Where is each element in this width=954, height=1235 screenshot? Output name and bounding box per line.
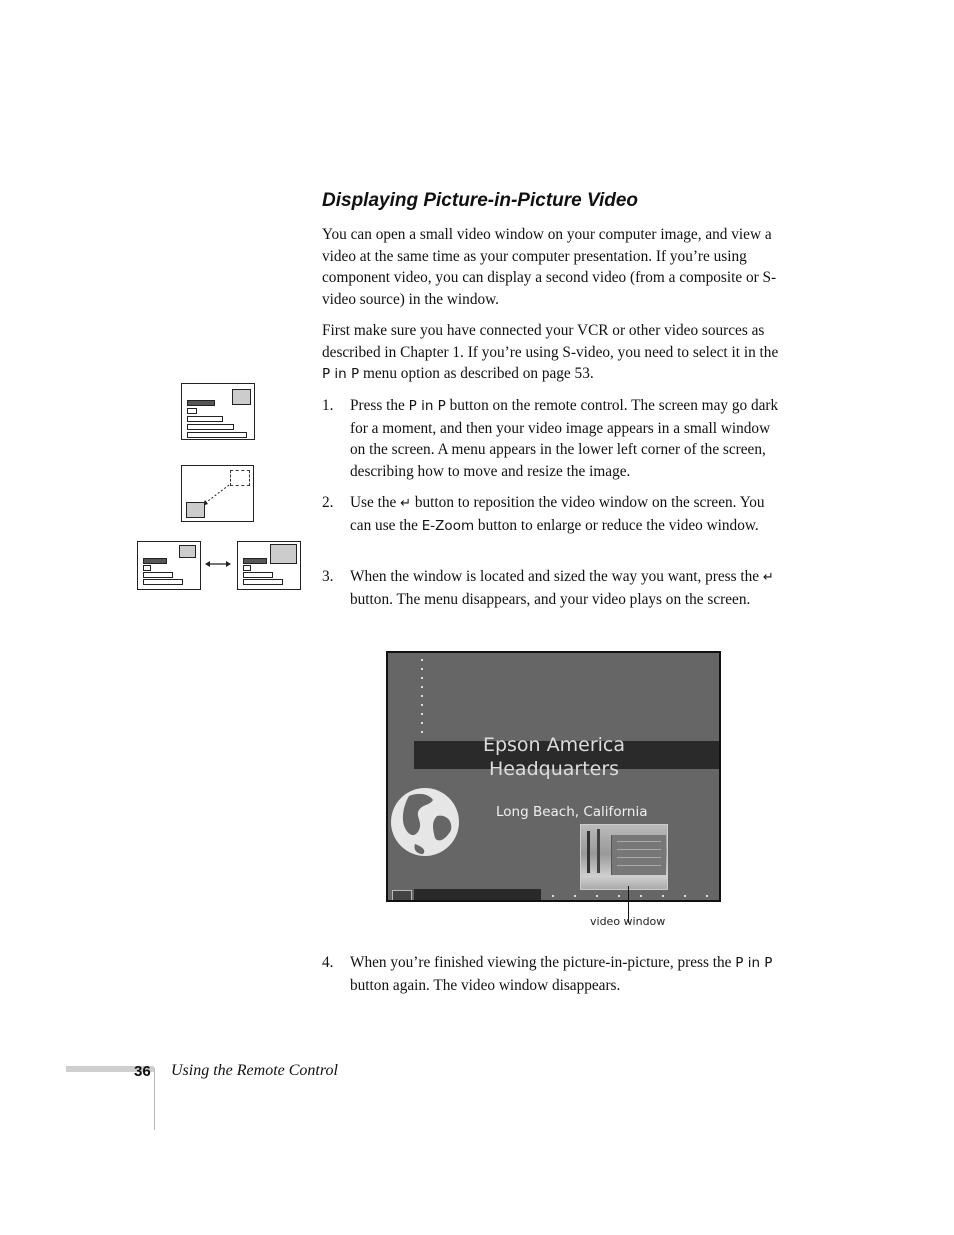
pip-window-icon: [232, 389, 251, 405]
slide-title-line2: Headquarters: [488, 758, 620, 780]
bar-graphic: [243, 579, 283, 585]
step-text: When the window is located and sized the way you want, press the: [350, 568, 763, 585]
presentation-screenshot: [386, 651, 721, 902]
step-4: [322, 952, 788, 996]
pip-window-icon: [179, 545, 196, 558]
setup-paragraph: [322, 320, 788, 386]
bar-graphic: [187, 408, 197, 414]
enter-icon: ↵: [400, 496, 412, 511]
enter-icon: ↵: [762, 570, 774, 585]
small-window-illustration: [137, 541, 201, 590]
bar-graphic: [187, 416, 223, 422]
step-number: 1.: [322, 397, 334, 414]
bar-graphic: [243, 565, 251, 571]
step-text-end: button on the remote control. The screen may go dark for a moment, and then your video image appears in a small window on the screen. A menu appears in the lower left corner of the screen, describing how to move and resize the image.: [350, 397, 779, 481]
footer-section-title: Using the Remote Control: [171, 1062, 338, 1079]
step-number: 2.: [322, 494, 334, 511]
bar-graphic: [143, 572, 173, 578]
bar-graphic: [143, 565, 151, 571]
para2-text: First make sure you have connected your VCR or other video sources as described in Chapter 1. If you’re using S-video, you need to select it in the: [322, 322, 779, 361]
step-3: [322, 566, 788, 610]
pinp-button-label: P in P: [735, 955, 773, 971]
bar-graphic: [187, 400, 215, 406]
bar-graphic: [187, 432, 247, 438]
bar-graphic: [243, 572, 273, 578]
building-floors: [617, 841, 661, 842]
para2-text-end: menu option as described on page 53.: [359, 365, 594, 383]
step-text: Press the: [350, 397, 409, 414]
bar-graphic: [143, 579, 183, 585]
large-window-illustration: [237, 541, 301, 590]
step-text-end: button. The menu disappears, and your video plays on the screen.: [350, 590, 751, 608]
dotted-decoration: [548, 893, 718, 899]
dotted-decoration: [419, 657, 425, 741]
step-2: [322, 492, 788, 537]
menu-bar: [414, 889, 541, 901]
resize-arrow-icon: [205, 559, 231, 569]
globe-icon: [389, 786, 461, 858]
step-text-end: button to enlarge or reduce the video window.: [474, 516, 759, 534]
step-1: [322, 395, 788, 483]
video-window: [580, 824, 668, 890]
move-window-illustration: [181, 465, 254, 522]
footer-vertical-rule: [154, 1068, 155, 1130]
slide-title: [444, 733, 664, 781]
intro-paragraph: You can open a small video window on your computer image, and view a video at the same time as your computer presentation. If you’re using component video, you can display a second video (from a composite or S-video source) in the window.: [322, 226, 777, 309]
bar-graphic: [143, 558, 167, 564]
pip-window-icon: [186, 502, 205, 518]
pinp-option-label: P in P: [322, 366, 360, 383]
video-window-callout: video window: [590, 915, 666, 928]
section-heading: Displaying Picture-in-Picture Video: [322, 190, 639, 211]
bar-graphic: [187, 424, 234, 430]
menu-icon: [392, 890, 412, 901]
step-text: Use the: [350, 494, 401, 511]
pip-screen-illustration: [181, 383, 255, 440]
palm-tree-trunk: [597, 829, 600, 873]
bar-graphic: [243, 558, 267, 564]
ezoom-button-label: E-Zoom: [421, 517, 475, 534]
step-text: When you’re finished viewing the picture-in-picture, press the: [350, 954, 736, 971]
pinp-button-label: P in P: [408, 398, 446, 414]
step-text-end: button again. The video window disappears.: [350, 976, 621, 994]
slide-subtitle: Long Beach, California: [496, 804, 648, 820]
page-number: 36: [134, 1063, 151, 1080]
slide-title-line1: Epson America: [482, 734, 626, 756]
step-number: 3.: [322, 568, 334, 585]
pip-window-icon: [270, 544, 297, 564]
step-number: 4.: [322, 954, 334, 971]
palm-tree-trunk: [587, 831, 590, 873]
step-text-mid: button to reposition the video window on the screen. You can use the: [350, 494, 765, 534]
